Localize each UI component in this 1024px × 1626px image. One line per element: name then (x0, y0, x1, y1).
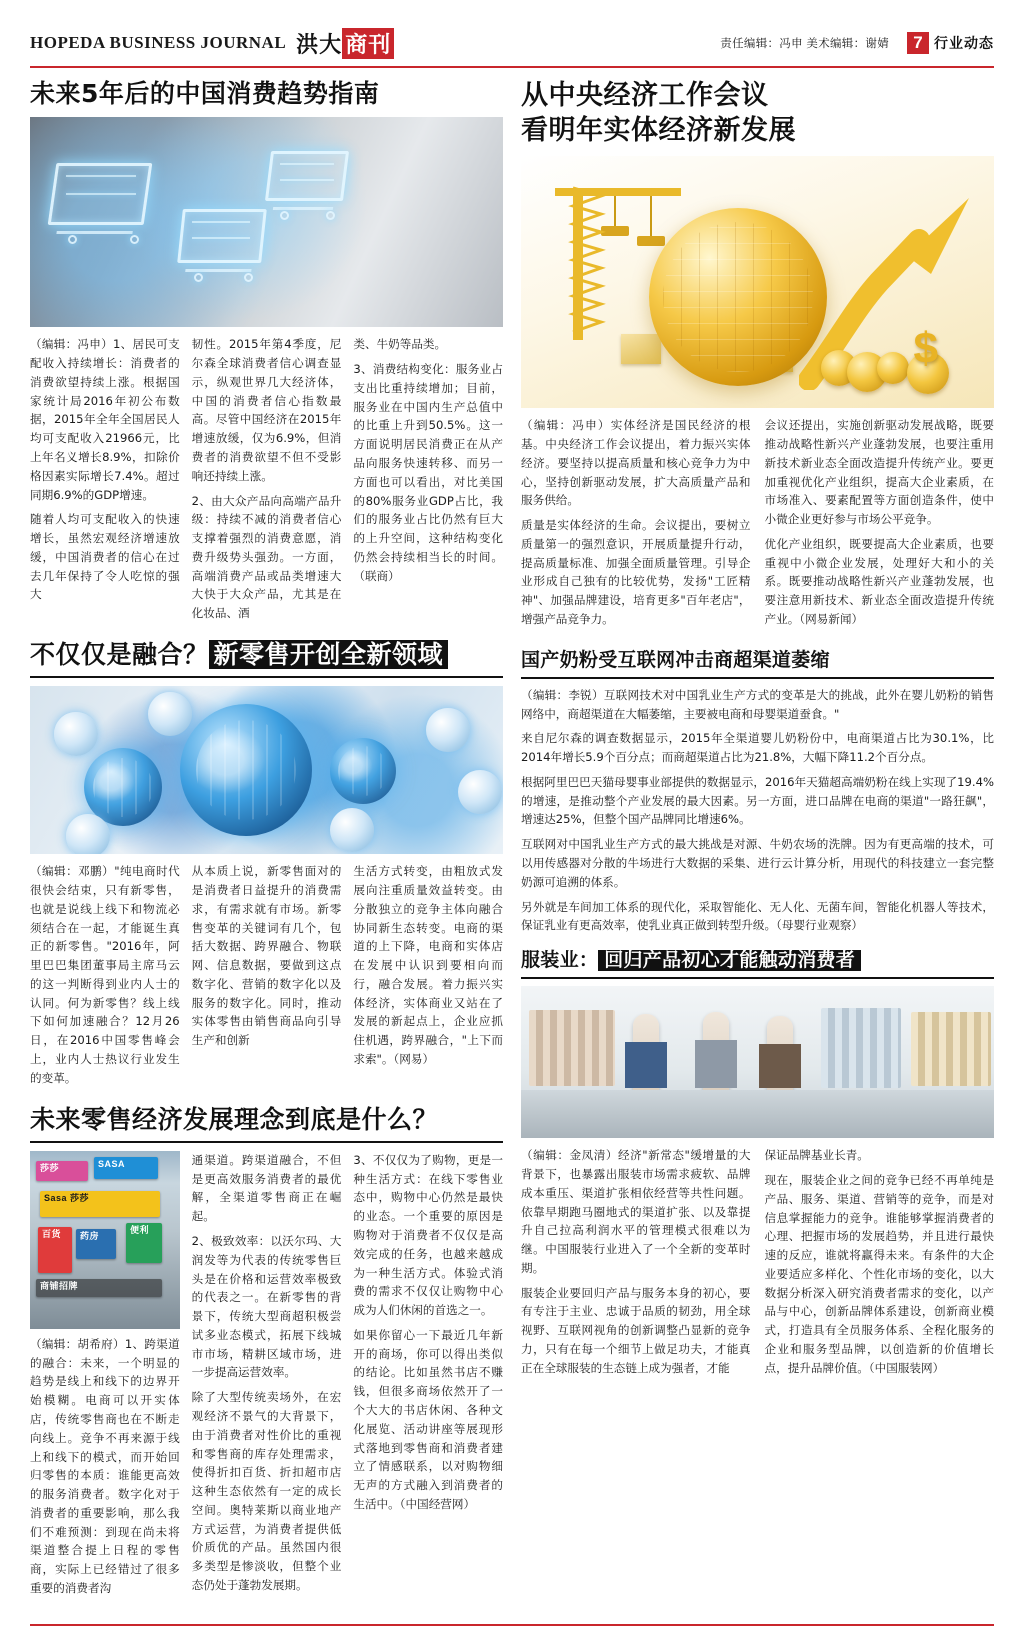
column-3 (353, 335, 503, 629)
masthead-credits: 责任编辑：冯申 美术编辑：谢婧 (720, 38, 889, 50)
article-new-retail-body (30, 862, 503, 1093)
paragraph: 3、不仅仅为了购物，更是一种生活方式：在线下零售业态中，购物中心仍然是最快的业态。一个重要的原因是购物对于消费者不仅仅是高效完成的任务，也越来越成为一种生活方式。体验式消费的需求不仅仅让购物中心成为人们休闲的首选之一。 (353, 1152, 504, 1318)
paragraph: 通渠道。跨渠道融合，不但是更高效服务消费者的最优解，全渠道零售商正在崛起。 (191, 1152, 342, 1224)
headline-apparel-part1: 服装业： (521, 950, 599, 972)
mannequin-outfit (625, 1042, 667, 1088)
hongkong-street-photo: 莎莎 SASA Sasa 莎莎 百货 药房 便利 商铺招牌 (30, 1151, 180, 1329)
masthead-right (720, 32, 994, 54)
mannequin-outfit (695, 1040, 737, 1088)
column-3 (353, 1151, 503, 1604)
section-name: 行业动态 (934, 35, 994, 51)
column-1 (30, 862, 180, 1093)
headline-central-conference (521, 78, 994, 148)
article-future-retail-body (30, 1151, 503, 1604)
right-column (521, 78, 994, 1614)
article-apparel-body (521, 1146, 994, 1383)
coin (877, 352, 909, 384)
masthead-english-title: HOPEDA BUSINESS JOURNAL (30, 33, 287, 52)
paragraph: （编辑：冯申）1、居民可支配收入持续增长：消费者的消费欲望持续上涨。根据国家统计局2016年初公布数据，2015年全年全国居民人均可支配收入21966元，比上年名义增长8.9%，扣除价格因素实际增长7.4%。超过同期6.9%的GDP增速。 (30, 337, 180, 502)
masthead-chinese-title (296, 28, 394, 59)
clothes-rack (529, 1010, 615, 1086)
paragraph: 韧性。2015年第4季度，尼尔森全球消费者信心调查显示，纵观世界几大经济体，中国的消费者信心指数最高。尽管中国经济在2015年增速放缓，仅为6.9%，但消费者的消费欲望不但不受影响还持续上涨。 (191, 337, 342, 483)
article-consumption-guide (30, 78, 503, 629)
paragraph: 根据阿里巴巴天猫母婴事业部提供的数据显示，2016年天猫超高端奶粉在线上实现了19.4%的增速，是推动整个产业发展的最大因素。另一方面，进口品牌在电商的渠道"一路狂飙"，增速达25%，但整个国产品牌同比增速6%。 (521, 774, 994, 827)
column-1 (30, 1151, 180, 1604)
paragraph: 会议还提出，实施创新驱动发展战略，既要推动战略性新兴产业蓬勃发展，也要注重用新技术新业态全面改造提升传统产业。要更加重视优化产业组织，提高大企业素质，在市场准入、要素配置等方面创造条件，使中小微企业更好参与市场公平竞争。 (764, 418, 994, 527)
headline-future-retail: 未来零售经济发展理念到底是什么？ (30, 1104, 503, 1143)
footer-rule (30, 1624, 994, 1626)
headline-apparel (521, 945, 994, 979)
headline-new-retail (30, 639, 503, 678)
headline-milk-powder: 国产奶粉受互联网冲击商超渠道萎缩 (521, 645, 994, 679)
column-2 (192, 1151, 342, 1604)
paragraph: （编辑：金凤清）经济"新常态"缓增量的大背景下，也暴露出服装市场需求疲软、品牌成本重压、渠道扩张相依经营等共性问题。依靠早期跑马圈地式的渠道扩张、以及靠提升自己拉高利润水平的管理模式很难以为继。中国服装行业进入了一个全新的变革时期。 (521, 1148, 751, 1275)
globe-network-photo (30, 686, 503, 854)
column-1 (30, 335, 180, 629)
dollar-sign-icon: $ (913, 324, 938, 374)
paragraph: 除了大型传统卖场外，在宏观经济不景气的大背景下，由于消费者对性价比的重视和零售商的库存处理需求，使得折扣百货、折扣超市店这种生态依然有一定的成长空间。奥特莱斯以商业地产方式运营，为消费者提供低价质优的产品。虽然国内很多类型是惨淡收，但整个业态仍处于蓬勃发展期。 (191, 1390, 342, 1593)
paragraph: 服装企业要回归产品与服务本身的初心，要有专注于主业、忠诚于品质的韧劲，用全球视野、互联网视角的创新调整凸显新的竞争力，只有在每一个细节上做足功夫，才能真正在全球服装的生态链上成为强者，才能 (521, 1285, 751, 1375)
paragraph: 另外就是车间加工体系的现代化，采取智能化、无人化、无菌车间，智能化机器人等技术，保证乳业有更高效率，使乳业真正做到转型升级。（母婴行业观察） (521, 899, 994, 933)
paragraph: 现在，服装企业之间的竞争已经不再单纯是产品、服务、渠道、营销等的竞争，而是对信息掌握能力的竞争。谁能够掌握消费者的心理、把握市场的发展趋势，并且进行最快速的反应，谁就将赢得未来。有条件的大企业要适应多样化、个性化市场的变化，以大数据分析深入研究消费者需求的变化，以产品与中心，创新品牌体系建设，创新商业模式，打造具有全员服务体系、全程化服务的企业和服务型品牌，以创造新的价值增长点，提升品牌价值。（中国服装网） (764, 1172, 994, 1375)
paragraph: 2、由大众产品向高端产品升级：持续不减的消费者信心支撑着强烈的消费意愿，消费升级势头强劲。一方面，高端消费产品或品类增速大大快于大众产品，尤其是在化妆品、酒 (191, 493, 342, 621)
paragraph: （编辑：胡希府）1、跨渠道的融合：未来，一个明显的趋势是线上和线下的边界开始模糊。电商可以开实体店，传统零售商也在不断走向线上。竞争不再来源于线上和线下的模式，而开始回归零售的本质：谁能更高效的服务消费者。数字化对于消费者的重要影响，那么我们不难预测：到现在尚未将渠道整合提上日程的零售商，实际上已经错过了很多重要的消费者沟 (30, 1336, 180, 1595)
paragraph: 质量是实体经济的生命。会议提出，要树立质量第一的强烈意识，开展质量提升行动，提高质量标准、加强全面质量管理。引导企业形成自己独有的比较优势，发扬"工匠精神"、加强品牌建设，培育更多"百年老店"，增强产品竞争力。 (521, 518, 751, 626)
article-milk-powder (521, 645, 994, 935)
masthead (30, 26, 994, 68)
article-future-retail (30, 1104, 503, 1604)
mannequin-outfit (759, 1044, 801, 1088)
store-floor (521, 1090, 994, 1138)
article-central-conference-body (521, 416, 994, 635)
shopping-cart-photo (30, 117, 503, 327)
paragraph: 随着人均可支配收入的快速增长，虽然宏观经济增速放缓，中国消费者的信心在过去几年保持了令人吃惊的强大 (30, 512, 180, 602)
paragraph: （编辑：邓鹏）"纯电商时代很快会结束，只有新零售，也就是说线上线下和物流必须结合在一起，才能诞生真正的新零售。"2016年，阿里巴巴集团董事局主席马云的这一判断得到业内人士的认同。何为新零售？线上线下如何加速融合？12月26日，在2016中国零售峰会上，业内人士热议行业发生的变革。 (30, 864, 180, 1085)
column-3 (353, 862, 503, 1093)
paragraph: 保证品牌基业长青。 (764, 1148, 869, 1163)
left-column (30, 78, 503, 1614)
masthead-left (30, 28, 394, 59)
column-2 (192, 862, 342, 1093)
headline-consumption-guide: 未来5年后的中国消费趋势指南 (30, 79, 380, 108)
column-1 (521, 1146, 751, 1383)
clothes-rack (911, 1012, 991, 1086)
headline-new-retail-part1: 不仅仅是融合？ (30, 639, 209, 669)
headline-line-1: 从中央经济工作会议 (521, 80, 769, 111)
section-indicator (907, 32, 994, 54)
page-content (30, 78, 994, 1614)
column-2 (765, 1146, 995, 1383)
column-1 (521, 416, 751, 635)
column-1 (521, 686, 994, 773)
paragraph: 2、极致效率：以沃尔玛、大润发等为代表的传统零售巨头是在价格和运营效率极致的代表之一。在新零售的背景下，传统大型商超积极尝试多业态模式，拓展下线城市市场，精耕区域市场，进一步提高运营效率。 (191, 1233, 342, 1380)
masthead-cn-black: 洪大 (296, 31, 343, 57)
article-new-retail (30, 639, 503, 1094)
paragraph: （编辑：冯申）实体经济是国民经济的根基。中央经济工作会议提出，着力振兴实体经济。要坚持以提高质量和核心竞争力为中心，坚持创新驱动发展，扩大高质量产品和服务供给。 (521, 418, 751, 508)
article-consumption-body (30, 335, 503, 629)
paragraph: 优化产业组织，既要提高大企业素质，也要重视中小微企业发展，处理好大和小的关系。既要推动战略性新兴产业蓬勃发展，也要注意用新技术、新业态全面改造提升传统产业。（网易新闻） (764, 536, 994, 626)
paragraph: 来自尼尔森的调查数据显示，2015年全渠道婴儿奶粉份中，电商渠道占比为30.1%，比2014年增长5.9个百分点；而商超渠道占比为21.8%，大幅下降11.2个百分点。 (521, 731, 994, 765)
article-apparel (521, 945, 994, 1383)
cart-glow-lines (30, 117, 503, 327)
article-milk-powder-body (521, 686, 994, 773)
paragraph: 如果你留心一下最近几年新开的商场，你可以得出类似的结论。比如虽然书店不赚钱，但很多商场依然开了一个大大的书店休闲、各种文化展览、活动讲座等展现形式落地到零售商和消费者建立了情感联系，以对购物细无声的方式融入到消费者的生活中。（中国经营网） (353, 1327, 504, 1511)
paragraph: 3、消费结构变化：服务业占支出比重持续增加；目前，服务业在中国内生产总值中的比重上升到50.5%。这一方面说明居民消费正在从产品向服务快速转移、而另一方面也可以看出，对比美国的80%服务业GDP占比，我们的服务业占比仍然有巨大的上升空间，这种结构变化仍然会持续相当长的时间。（联商） (353, 362, 504, 583)
clothes-rack (821, 1008, 901, 1088)
headline-new-retail-hilite: 新零售开创全新领域 (209, 640, 449, 669)
headline-line-2: 看明年实体经济新发展 (521, 115, 796, 147)
paragraph: （编辑：李锐）互联网技术对中国乳业生产方式的变革是大的挑战，此外在婴儿奶粉的销售网络中，商超渠道在大幅萎缩，主要被电商和母婴渠道蚕食。" (521, 687, 994, 721)
clothing-store-photo (521, 986, 994, 1138)
gold-globe-arrow-photo (521, 156, 994, 408)
page-number: 7 (907, 32, 929, 54)
column-2 (192, 335, 342, 629)
column-2 (765, 416, 995, 635)
headline-apparel-hilite: 回归产品初心才能触动消费者 (598, 950, 861, 971)
paragraph: 互联网对中国乳业生产方式的最大挑战是对源、牛奶农场的洗牌。因为有更高端的技术，可以用传感器对分散的牛场进行大数据的采集、进行云计算分析，用现代的科技建立一套完整奶源可追溯的体系。 (521, 837, 994, 889)
paragraph: 从本质上说，新零售面对的是消费者日益提升的消费需求，有需求就有市场。新零售变革的关键词有几个，包括大数据、跨界融合、物联网、信息数据，要做到这点数字化、营销的数字化以及服务的数字化。同时，推动实体零售由销售商品向引导生产和创新 (191, 864, 342, 1048)
masthead-cn-red: 商刊 (342, 28, 394, 59)
paragraph: 类、牛奶等品类。 (353, 337, 447, 352)
article-central-conference (521, 78, 994, 635)
paragraph: 生活方式转变，由粗放式发展向注重质量效益转变。由分散独立的竞争主体向融合协同新生态转变。电商的渠道的上下降，电商和实体店在发展中认识到要相向而行，融合发展。着力振兴实体经济，实体商业又站在了发展的新起点上，企业应抓住机遇，跨界融合，"上下而求索"。（网易） (353, 864, 504, 1067)
cargo-box (621, 334, 661, 364)
